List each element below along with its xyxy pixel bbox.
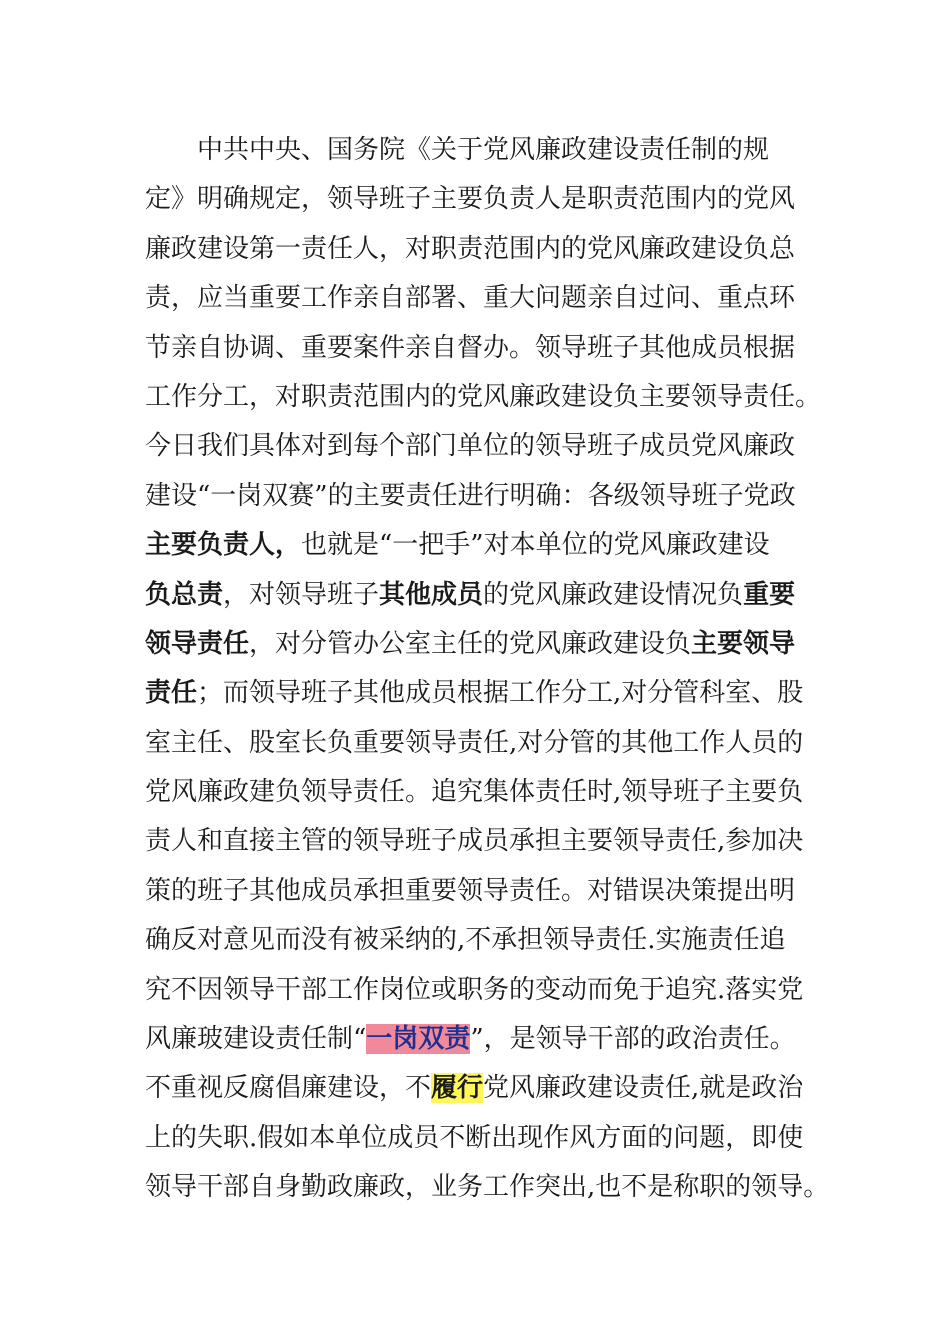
text-line: [145, 571, 810, 620]
text-line: [145, 324, 810, 373]
text-line: [145, 1114, 810, 1163]
highlighted-text-red: 一岗双责: [366, 1024, 471, 1055]
bold-text: 重要: [743, 579, 796, 610]
text-line: [145, 472, 810, 521]
highlighted-text-yellow: 履行: [431, 1073, 484, 1104]
text-run: 责，应当重要工作亲自部署、重大问题亲自过问、重点环: [145, 283, 796, 314]
bold-text: 负总责: [145, 579, 224, 610]
text-run: ，对领导班子: [223, 579, 380, 610]
text-run: 工作分工，对职责范围内的党风廉政建设负主要领导责任。: [145, 381, 822, 412]
text-line: [145, 669, 810, 718]
text-line: [145, 126, 810, 175]
text-run: 今日我们具体对到每个部门单位的领导班子成员党风廉政: [145, 431, 796, 462]
bold-text: 主要领导: [691, 628, 796, 659]
text-run: 确反对意见而没有被采纳的,不承担领导责任.实施责任追: [145, 925, 786, 956]
text-run: 党风廉政建设责任,就是政治: [483, 1073, 804, 1104]
text-line: [145, 225, 810, 274]
text-run: 风廉玻建设责任制“: [145, 1024, 367, 1055]
text-run: 策的班子其他成员承担重要领导责任。对错误决策提出明: [145, 875, 796, 906]
text-run: ；而领导班子其他成员根据工作分工,对分管科室、股: [197, 678, 804, 709]
text-run: 不重视反腐倡廉建设，不: [145, 1073, 432, 1104]
bold-text: 其他成员: [379, 579, 484, 610]
text-line: [145, 274, 810, 323]
text-line: [145, 1163, 830, 1212]
text-run: ，对分管办公室主任的党风廉政建设负: [249, 628, 692, 659]
text-line: [145, 867, 810, 916]
text-line: [145, 1064, 810, 1113]
text-run: 定》明确规定，领导班子主要负责人是职责范围内的党风: [145, 184, 796, 215]
text-run: 党风廉政建负领导责任。追究集体责任时,领导班子主要负: [145, 777, 804, 808]
text-line: [145, 916, 810, 965]
text-line: [145, 521, 810, 570]
bold-text: 领导责任: [145, 628, 250, 659]
text-line: [145, 719, 810, 768]
text-run: 室主任、股室长负重要领导责任,对分管的其他工作人员的: [145, 727, 804, 758]
text-line: [145, 768, 810, 817]
text-run: 廉政建设第一责任人，对职责范围内的党风廉政建设负总: [145, 233, 796, 264]
text-line: [145, 620, 810, 669]
text-run: 的党风廉政建设情况负: [483, 579, 744, 610]
text-run: 建设“一岗双赛”的主要责任进行明确：各级领导班子党政: [145, 480, 796, 511]
bold-text: 责任: [145, 678, 198, 709]
text-run: 领导干部自身勤政廉政，业务工作突出,也不是称职的领导。: [145, 1172, 830, 1203]
text-run: 也就是“一把手”对本单位的党风廉政建设: [301, 530, 770, 561]
text-line: [145, 175, 810, 224]
text-line: [145, 966, 810, 1015]
text-line: [145, 817, 810, 866]
bold-text: 主要负责人，: [145, 530, 302, 561]
body-paragraph: [145, 126, 830, 1213]
text-run: 究不因领导干部工作岗位或职务的变动而免于追究.落实党: [145, 974, 804, 1005]
text-run: 责人和直接主管的领导班子成员承担主要领导责任,参加决: [145, 826, 804, 857]
text-line: [145, 373, 822, 422]
text-run: 中共中央、国务院《关于党风廉政建设责任制的规: [197, 135, 770, 165]
text-run: 节亲自协调、重要案件亲自督办。领导班子其他成员根据: [145, 332, 796, 363]
text-run: 上的失职.假如本单位成员不断出现作风方面的问题，即使: [145, 1122, 804, 1153]
text-line: [145, 422, 810, 471]
text-run: ”，是领导干部的政治责任。: [470, 1024, 796, 1055]
text-line: [145, 1015, 810, 1064]
